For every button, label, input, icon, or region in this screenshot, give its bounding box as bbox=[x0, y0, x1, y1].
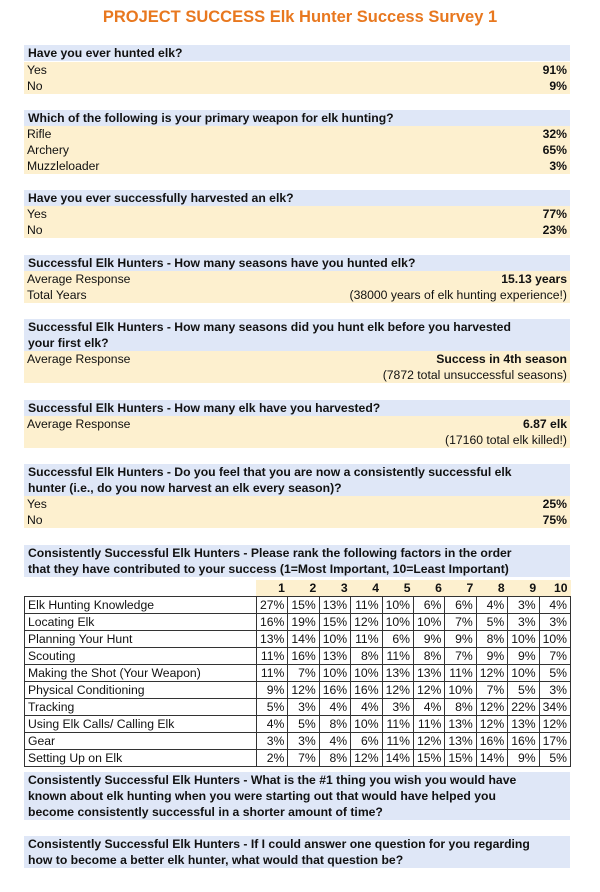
rank-cell: 11% bbox=[351, 597, 382, 614]
rank-cell: 7% bbox=[445, 648, 476, 665]
table-row bbox=[25, 750, 571, 767]
rank-cell: 12% bbox=[476, 699, 507, 716]
answer-row: Muzzleloader 3% bbox=[24, 158, 570, 174]
answer-row: Average Response 15.13 years bbox=[24, 271, 570, 287]
rank-cell: 10% bbox=[508, 665, 539, 682]
rank-cell: 3% bbox=[382, 699, 413, 716]
rank-cell: 34% bbox=[539, 699, 570, 716]
answer-row: Yes 91% bbox=[24, 62, 570, 78]
rank-cell: 10% bbox=[445, 682, 476, 699]
rank-cell: 6% bbox=[351, 733, 382, 750]
rank-cell: 7% bbox=[476, 682, 507, 699]
rank-cell: 12% bbox=[288, 682, 319, 699]
table-row bbox=[25, 631, 571, 648]
rank-cell: 4% bbox=[256, 716, 287, 733]
question-consistently-successful: Successful Elk Hunters - Do you feel that you are now a consistently successful elk hunter (i.e., do you now harvest an elk every season)? bbox=[24, 464, 570, 496]
answer-note: (17160 total elk killed!) bbox=[24, 432, 570, 448]
answer-row: Yes 77% bbox=[24, 206, 570, 222]
rank-cell: 16% bbox=[351, 682, 382, 699]
rank-cell: 14% bbox=[382, 750, 413, 767]
rank-cell: 8% bbox=[445, 699, 476, 716]
rank-cell: 14% bbox=[476, 750, 507, 767]
table-row bbox=[25, 614, 571, 631]
rank-cell: 10% bbox=[319, 631, 350, 648]
rank-cell: 11% bbox=[256, 648, 287, 665]
rank-cell: 11% bbox=[256, 665, 287, 682]
answer-row: Average Response Success in 4th season bbox=[24, 351, 570, 367]
rank-cell: 13% bbox=[256, 631, 287, 648]
table-row bbox=[25, 597, 571, 614]
rank-cell: 17% bbox=[539, 733, 570, 750]
rank-cell: 3% bbox=[508, 614, 539, 631]
factor-label: Using Elk Calls/ Calling Elk bbox=[25, 716, 257, 733]
rank-cell: 8% bbox=[476, 631, 507, 648]
rank-cell: 12% bbox=[351, 614, 382, 631]
question-rank-factors: Consistently Successful Elk Hunters - Please rank the following factors in the order that they have contributed to your success (1=Most Important, 10=Least Important) bbox=[24, 545, 570, 577]
rank-header-blank bbox=[25, 580, 257, 597]
rank-cell: 13% bbox=[319, 648, 350, 665]
rank-cell: 4% bbox=[413, 699, 444, 716]
rank-cell: 4% bbox=[319, 733, 350, 750]
rank-cell: 10% bbox=[382, 614, 413, 631]
rank-cell: 8% bbox=[319, 716, 350, 733]
rank-cell: 13% bbox=[382, 665, 413, 682]
table-row bbox=[25, 648, 571, 665]
rank-cell: 3% bbox=[539, 614, 570, 631]
factor-label: Tracking bbox=[25, 699, 257, 716]
rank-header-3: 3 bbox=[319, 580, 350, 597]
table-row bbox=[25, 733, 571, 750]
question-harvested-elk: Have you ever successfully harvested an elk? bbox=[24, 190, 570, 206]
rank-cell: 12% bbox=[351, 750, 382, 767]
factor-label: Setting Up on Elk bbox=[25, 750, 257, 767]
rank-cell: 12% bbox=[539, 716, 570, 733]
rank-cell: 6% bbox=[413, 597, 444, 614]
rank-cell: 11% bbox=[445, 665, 476, 682]
rank-cell: 7% bbox=[288, 665, 319, 682]
rank-header-9: 9 bbox=[508, 580, 539, 597]
rank-header-1: 1 bbox=[256, 580, 287, 597]
question-seasons-hunted: Successful Elk Hunters - How many seasons have you hunted elk? bbox=[24, 255, 570, 271]
question-wish-known: Consistently Successful Elk Hunters - What is the #1 thing you wish you would have known about elk hunting when you were starting out that would have helped you become consistently successful in a shorter amount of time? bbox=[24, 772, 570, 820]
rank-cell: 5% bbox=[508, 682, 539, 699]
rank-cell: 15% bbox=[445, 750, 476, 767]
rank-cell: 5% bbox=[476, 614, 507, 631]
table-row bbox=[25, 665, 571, 682]
answer-row: No 9% bbox=[24, 78, 570, 94]
rank-cell: 7% bbox=[445, 614, 476, 631]
rank-cell: 11% bbox=[382, 716, 413, 733]
rank-header-2: 2 bbox=[288, 580, 319, 597]
rank-cell: 6% bbox=[382, 631, 413, 648]
question-seasons-before-harvest: Successful Elk Hunters - How many seasons did you hunt elk before you harvested your first elk? bbox=[24, 319, 570, 351]
rank-cell: 22% bbox=[508, 699, 539, 716]
rank-cell: 11% bbox=[382, 733, 413, 750]
question-one-question: Consistently Successful Elk Hunters - If I could answer one question for you regarding how to become a better elk hunter, what would that question be? bbox=[24, 836, 570, 868]
rank-cell: 10% bbox=[351, 716, 382, 733]
answer-row: Average Response 6.87 elk bbox=[24, 416, 570, 432]
rank-cell: 10% bbox=[319, 665, 350, 682]
rank-cell: 13% bbox=[445, 733, 476, 750]
factor-label: Scouting bbox=[25, 648, 257, 665]
rank-cell: 9% bbox=[256, 682, 287, 699]
rank-cell: 9% bbox=[508, 750, 539, 767]
rank-cell: 15% bbox=[413, 750, 444, 767]
answer-row: No 75% bbox=[24, 512, 570, 528]
rank-cell: 10% bbox=[351, 665, 382, 682]
answer-row: Total Years (38000 years of elk hunting experience!) bbox=[24, 287, 570, 303]
rank-header-4: 4 bbox=[351, 580, 382, 597]
factor-label: Locating Elk bbox=[25, 614, 257, 631]
factor-label: Making the Shot (Your Weapon) bbox=[25, 665, 257, 682]
rank-cell: 10% bbox=[508, 631, 539, 648]
rank-cell: 5% bbox=[539, 665, 570, 682]
rank-cell: 11% bbox=[351, 631, 382, 648]
rank-cell: 11% bbox=[413, 716, 444, 733]
rank-cell: 16% bbox=[508, 733, 539, 750]
rank-cell: 13% bbox=[413, 665, 444, 682]
rank-cell: 3% bbox=[288, 699, 319, 716]
rank-cell: 16% bbox=[319, 682, 350, 699]
table-row bbox=[25, 716, 571, 733]
rank-cell: 6% bbox=[445, 597, 476, 614]
factor-label: Planning Your Hunt bbox=[25, 631, 257, 648]
rank-cell: 10% bbox=[413, 614, 444, 631]
rank-cell: 8% bbox=[351, 648, 382, 665]
page-title: PROJECT SUCCESS Elk Hunter Success Survey 1 bbox=[102, 8, 498, 26]
table-row bbox=[25, 682, 571, 699]
factor-label: Elk Hunting Knowledge bbox=[25, 597, 257, 614]
answer-row: No 23% bbox=[24, 222, 570, 238]
rank-cell: 2% bbox=[256, 750, 287, 767]
rank-cell: 12% bbox=[413, 733, 444, 750]
rank-cell: 7% bbox=[539, 648, 570, 665]
rank-cell: 27% bbox=[256, 597, 287, 614]
rank-header-6: 6 bbox=[413, 580, 444, 597]
factor-label: Gear bbox=[25, 733, 257, 750]
rank-cell: 12% bbox=[476, 716, 507, 733]
rank-cell: 12% bbox=[413, 682, 444, 699]
rank-cell: 12% bbox=[476, 665, 507, 682]
rank-cell: 15% bbox=[319, 614, 350, 631]
rank-header-7: 7 bbox=[445, 580, 476, 597]
rank-cell: 9% bbox=[508, 648, 539, 665]
rank-cell: 4% bbox=[319, 699, 350, 716]
rank-cell: 10% bbox=[382, 597, 413, 614]
answer-note: (7872 total unsuccessful seasons) bbox=[24, 367, 570, 383]
rank-cell: 13% bbox=[445, 716, 476, 733]
rank-cell: 19% bbox=[288, 614, 319, 631]
rank-cell: 3% bbox=[288, 733, 319, 750]
rank-header-row bbox=[25, 580, 571, 597]
rank-cell: 3% bbox=[256, 733, 287, 750]
rank-cell: 8% bbox=[413, 648, 444, 665]
rank-cell: 16% bbox=[288, 648, 319, 665]
rank-cell: 9% bbox=[476, 648, 507, 665]
rank-cell: 13% bbox=[508, 716, 539, 733]
rank-cell: 4% bbox=[476, 597, 507, 614]
rank-cell: 7% bbox=[288, 750, 319, 767]
rank-table bbox=[24, 580, 571, 767]
rank-cell: 16% bbox=[476, 733, 507, 750]
answer-row: Rifle 32% bbox=[24, 126, 570, 142]
rank-cell: 4% bbox=[539, 597, 570, 614]
question-primary-weapon: Which of the following is your primary weapon for elk hunting? bbox=[24, 110, 570, 126]
rank-cell: 14% bbox=[288, 631, 319, 648]
rank-cell: 12% bbox=[382, 682, 413, 699]
rank-cell: 9% bbox=[413, 631, 444, 648]
rank-cell: 5% bbox=[288, 716, 319, 733]
table-row bbox=[25, 699, 571, 716]
answer-row: Archery 65% bbox=[24, 142, 570, 158]
rank-header-10: 10 bbox=[539, 580, 570, 597]
rank-cell: 5% bbox=[539, 750, 570, 767]
rank-cell: 4% bbox=[351, 699, 382, 716]
question-elk-harvested: Successful Elk Hunters - How many elk have you harvested? bbox=[24, 400, 570, 416]
rank-header-5: 5 bbox=[382, 580, 413, 597]
answer-row: Yes 25% bbox=[24, 496, 570, 512]
rank-cell: 15% bbox=[288, 597, 319, 614]
factor-label: Physical Conditioning bbox=[25, 682, 257, 699]
rank-cell: 13% bbox=[319, 597, 350, 614]
rank-cell: 3% bbox=[539, 682, 570, 699]
rank-cell: 11% bbox=[382, 648, 413, 665]
question-hunted-elk: Have you ever hunted elk? bbox=[24, 45, 570, 61]
rank-cell: 8% bbox=[319, 750, 350, 767]
rank-cell: 5% bbox=[256, 699, 287, 716]
rank-cell: 9% bbox=[445, 631, 476, 648]
rank-cell: 3% bbox=[508, 597, 539, 614]
rank-cell: 16% bbox=[256, 614, 287, 631]
rank-header-8: 8 bbox=[476, 580, 507, 597]
rank-cell: 10% bbox=[539, 631, 570, 648]
